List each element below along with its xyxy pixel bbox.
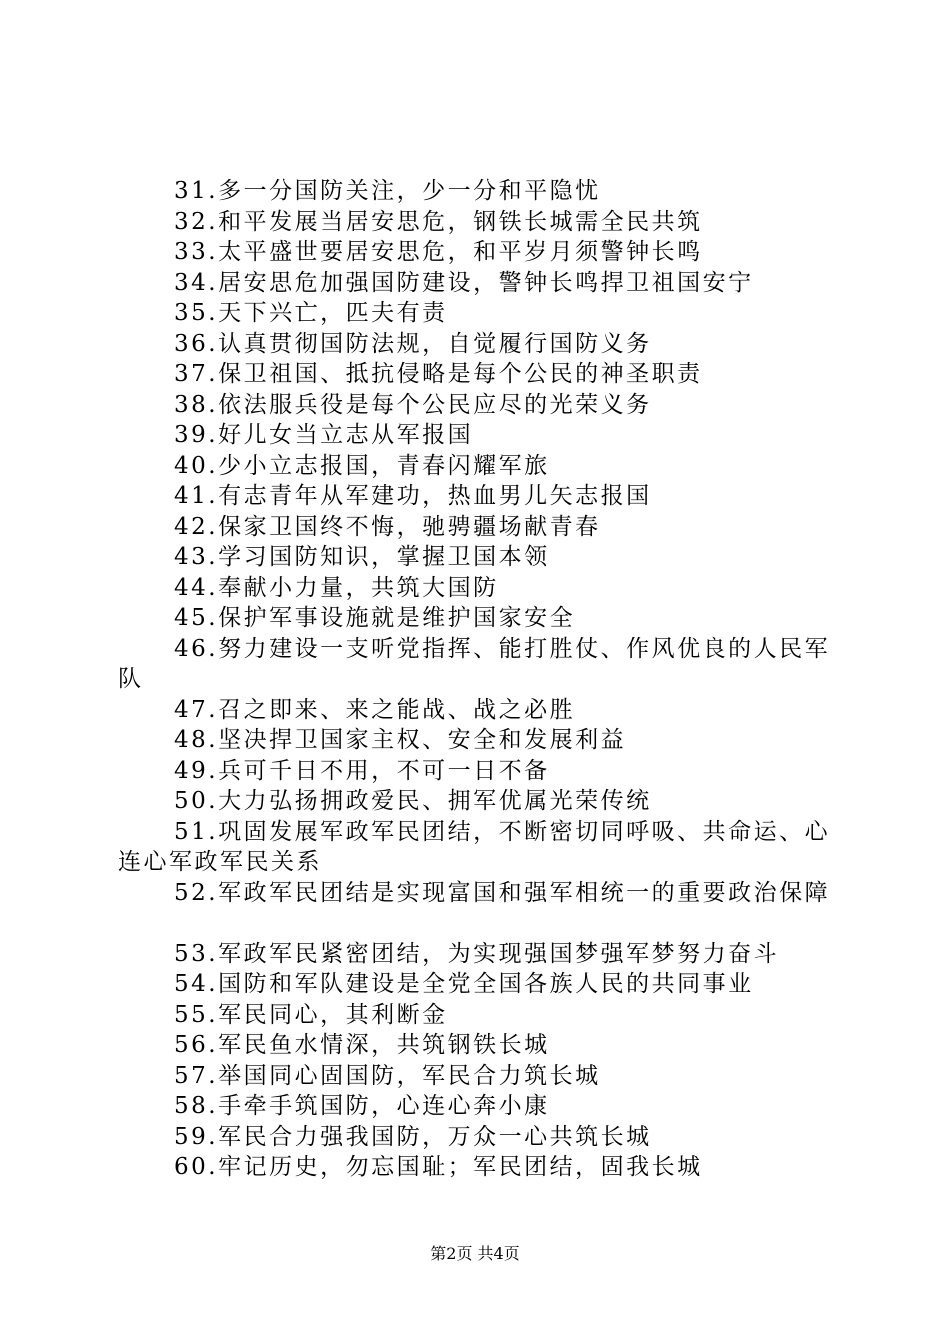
slogan-item: 59.军民合力强我国防，万众一心共筑长城 <box>174 1123 652 1150</box>
slogan-item: 43.学习国防知识，掌握卫国本领 <box>174 544 550 570</box>
slogan-item: 41.有志青年从军建功，热血男儿矢志报国 <box>174 483 652 509</box>
slogan-item: 34.居安思危加强国防建设，警钟长鸣捍卫祖国安宁 <box>174 269 754 296</box>
slogan-item: 57.举国同心固国防，军民合力筑长城 <box>174 1062 601 1089</box>
slogan-item: 58.手牵手筑国防，心连心奔小康 <box>174 1093 550 1119</box>
slogan-item: 55.军民同心，其利断金 <box>174 1001 448 1028</box>
page-footer: 第2页 共4页 <box>430 1244 520 1263</box>
slogan-item: 53.军政军民紧密团结，为实现强国梦强军梦努力奋斗 <box>174 940 780 967</box>
slogan-item: 49.兵可千日不用，不可一日不备 <box>174 757 550 784</box>
slogan-item: 40.少小立志报国，青春闪耀军旅 <box>174 452 550 479</box>
slogan-item: 50.大力弘扬拥政爱民、拥军优属光荣传统 <box>174 788 652 814</box>
slogan-item: 32.和平发展当居安思危，钢铁长城需全民共筑 <box>174 208 703 235</box>
slogan-list <box>118 176 838 1183</box>
slogan-item: 44.奉献小力量，共筑大国防 <box>174 574 499 601</box>
slogan-item: 48.坚决捍卫国家主权、安全和发展利益 <box>174 727 627 753</box>
slogan-item: 37.保卫祖国、抵抗侵略是每个公民的神圣职责 <box>174 361 703 387</box>
slogan-item: 31.多一分国防关注，少一分和平隐忧 <box>174 178 601 204</box>
slogan-item: 56.军民鱼水情深，共筑钢铁长城 <box>174 1032 550 1058</box>
slogan-item: 47.召之即来、来之能战、战之必胜 <box>174 696 576 723</box>
slogan-item: 38.依法服兵役是每个公民应尽的光荣义务 <box>174 391 652 418</box>
slogan-item: 39.好儿女当立志从军报国 <box>174 422 474 448</box>
slogan-item: 33.太平盛世要居安思危，和平岁月须警钟长鸣 <box>174 239 703 265</box>
slogan-item: 60.牢记历史，勿忘国耻；军民团结，固我长城 <box>174 1154 703 1180</box>
slogan-item: 46.努力建设一支听党指挥、能打胜仗、作风优良的人民军队 <box>118 635 831 692</box>
slogan-item: 54.国防和军队建设是全党全国各族人民的共同事业 <box>174 971 754 997</box>
slogan-item: 35.天下兴亡，匹夫有责 <box>174 300 448 326</box>
slogan-item: 52.军政军民团结是实现富国和强军相统一的重要政治保障 <box>174 879 831 906</box>
slogan-item: 51.巩固发展军政军民团结，不断密切同呼吸、共命运、心连心军政军民关系 <box>118 818 831 875</box>
slogan-item: 42.保家卫国终不悔，驰骋疆场献青春 <box>174 513 601 540</box>
slogan-item: 36.认真贯彻国防法规，自觉履行国防义务 <box>174 330 652 357</box>
slogan-item: 45.保护军事设施就是维护国家安全 <box>174 605 576 631</box>
